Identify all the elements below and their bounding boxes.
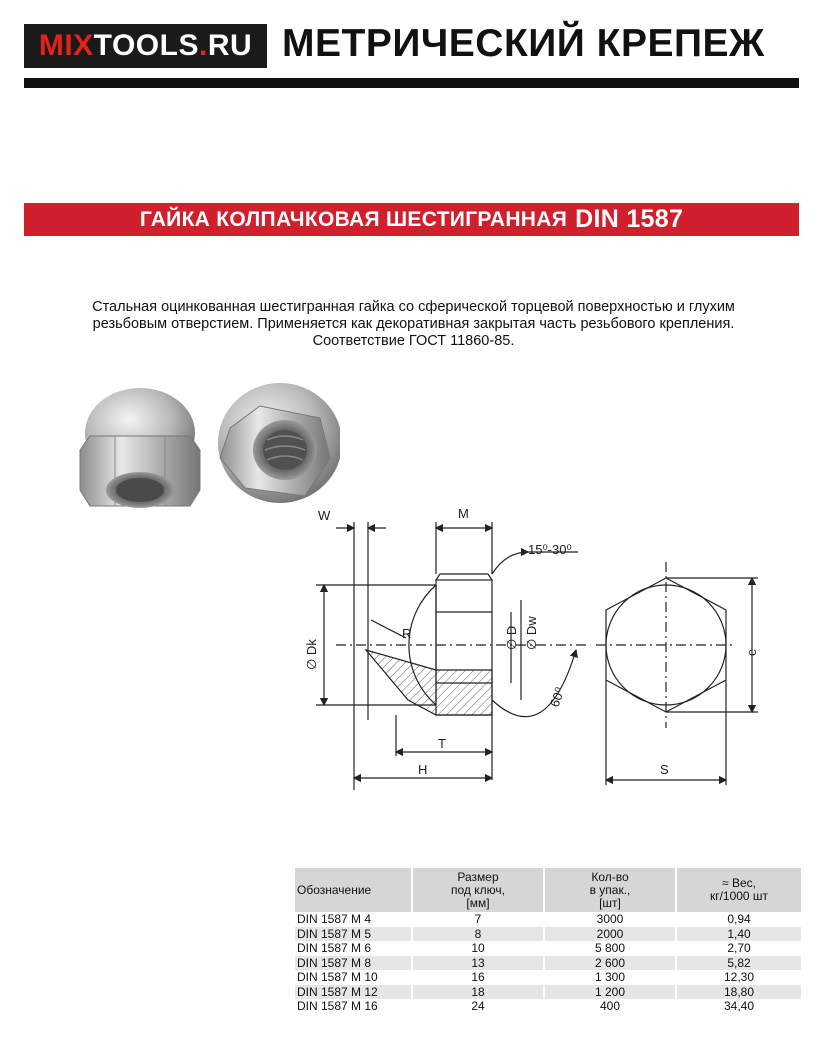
table-header-row bbox=[295, 868, 801, 912]
dim-label-dw: ∅ Dw bbox=[524, 616, 539, 650]
dim-label-s: S bbox=[660, 762, 669, 777]
logo-mix: MIX bbox=[38, 29, 94, 62]
description-line-3: Соответствие ГОСТ 11860-85. bbox=[312, 333, 515, 349]
table-row bbox=[295, 985, 801, 1000]
dim-label-m: M bbox=[458, 506, 469, 521]
cell-qty: 1 200 bbox=[544, 985, 676, 1000]
dim-label-w: W bbox=[318, 508, 331, 523]
cell-weight: 2,70 bbox=[727, 941, 751, 955]
cell-key: 13 bbox=[412, 956, 544, 971]
product-standard: DIN 1587 bbox=[575, 205, 684, 233]
product-banner bbox=[24, 203, 799, 236]
dim-label-t: T bbox=[438, 736, 446, 751]
page-title: МЕТРИЧЕСКИЙ КРЕПЕЖ bbox=[282, 22, 765, 65]
spec-table bbox=[295, 868, 801, 1014]
cell-designation: DIN 1587 M 6 bbox=[295, 941, 412, 956]
col-header-weight: ≈ Вес, кг/1000 шт bbox=[676, 868, 801, 912]
cell-weight: 0,94 bbox=[727, 912, 751, 926]
dim-label-e: e bbox=[744, 648, 759, 656]
table-row bbox=[295, 927, 801, 942]
cell-key: 10 bbox=[412, 941, 544, 956]
cell-qty: 2000 bbox=[544, 927, 676, 942]
cell-key: 24 bbox=[412, 999, 544, 1014]
technical-drawing bbox=[296, 500, 776, 790]
product-photo bbox=[70, 378, 340, 518]
cell-weight: 18,80 bbox=[676, 985, 801, 1000]
cell-qty: 1 300 bbox=[544, 970, 676, 985]
cell-qty: 2 600 bbox=[544, 956, 676, 971]
dim-label-d: ∅ D bbox=[504, 625, 519, 650]
cell-key: 7 bbox=[412, 912, 544, 927]
product-title: ГАЙКА КОЛПАЧКОВАЯ ШЕСТИГРАННАЯ bbox=[139, 207, 568, 231]
cell-designation: DIN 1587 M 16 bbox=[295, 999, 412, 1014]
description-line-1: Стальная оцинкованная шестигранная гайка со сферической торцевой поверхностью и глухим bbox=[92, 299, 735, 315]
table-row bbox=[295, 999, 801, 1014]
cell-weight: 5,82 bbox=[676, 956, 801, 971]
cell-key: 16 bbox=[412, 970, 544, 985]
site-logo[interactable] bbox=[24, 24, 267, 68]
cell-weight: 1,40 bbox=[676, 927, 801, 942]
table-row bbox=[295, 956, 801, 971]
nut-photo-thread bbox=[218, 383, 340, 503]
dim-label-angle-60: 60⁰ bbox=[546, 685, 568, 710]
dim-label-dk: ∅ Dk bbox=[304, 639, 319, 670]
cell-key: 18 bbox=[412, 985, 544, 1000]
cell-weight: 34,40 bbox=[723, 999, 755, 1013]
cell-key: 8 bbox=[412, 927, 544, 942]
cell-designation: DIN 1587 M 4 bbox=[295, 912, 412, 927]
dim-label-h: H bbox=[418, 762, 428, 777]
cell-qty: 400 bbox=[544, 999, 676, 1014]
nut-photo-side bbox=[80, 388, 200, 508]
dim-label-angle-top: 15⁰-30⁰ bbox=[528, 542, 572, 557]
cell-qty: 5 800 bbox=[544, 941, 676, 956]
table-row bbox=[295, 970, 801, 985]
cell-designation: DIN 1587 M 5 bbox=[295, 927, 412, 942]
table-row bbox=[295, 912, 801, 927]
dim-label-r: R bbox=[402, 626, 412, 641]
product-description bbox=[40, 299, 787, 350]
cell-designation: DIN 1587 M 8 bbox=[295, 956, 412, 971]
table-row bbox=[295, 941, 801, 956]
cell-designation: DIN 1587 M 10 bbox=[295, 970, 412, 985]
header-divider bbox=[24, 78, 799, 88]
col-header-key-size: Размер под ключ, [мм] bbox=[412, 868, 544, 912]
col-header-quantity: Кол-во в упак., [шт] bbox=[544, 868, 676, 912]
description-line-2: резьбовым отверстием. Применяется как декоративная закрытая часть резьбового крепления. bbox=[92, 316, 735, 332]
logo-dot: . bbox=[198, 29, 208, 62]
cell-qty: 3000 bbox=[544, 912, 676, 927]
logo-ru: RU bbox=[207, 29, 253, 62]
cell-weight: 12,30 bbox=[723, 970, 755, 984]
logo-tools: TOOLS bbox=[93, 29, 199, 62]
col-header-designation: Обозначение bbox=[295, 868, 412, 912]
cell-designation: DIN 1587 M 12 bbox=[295, 985, 412, 1000]
